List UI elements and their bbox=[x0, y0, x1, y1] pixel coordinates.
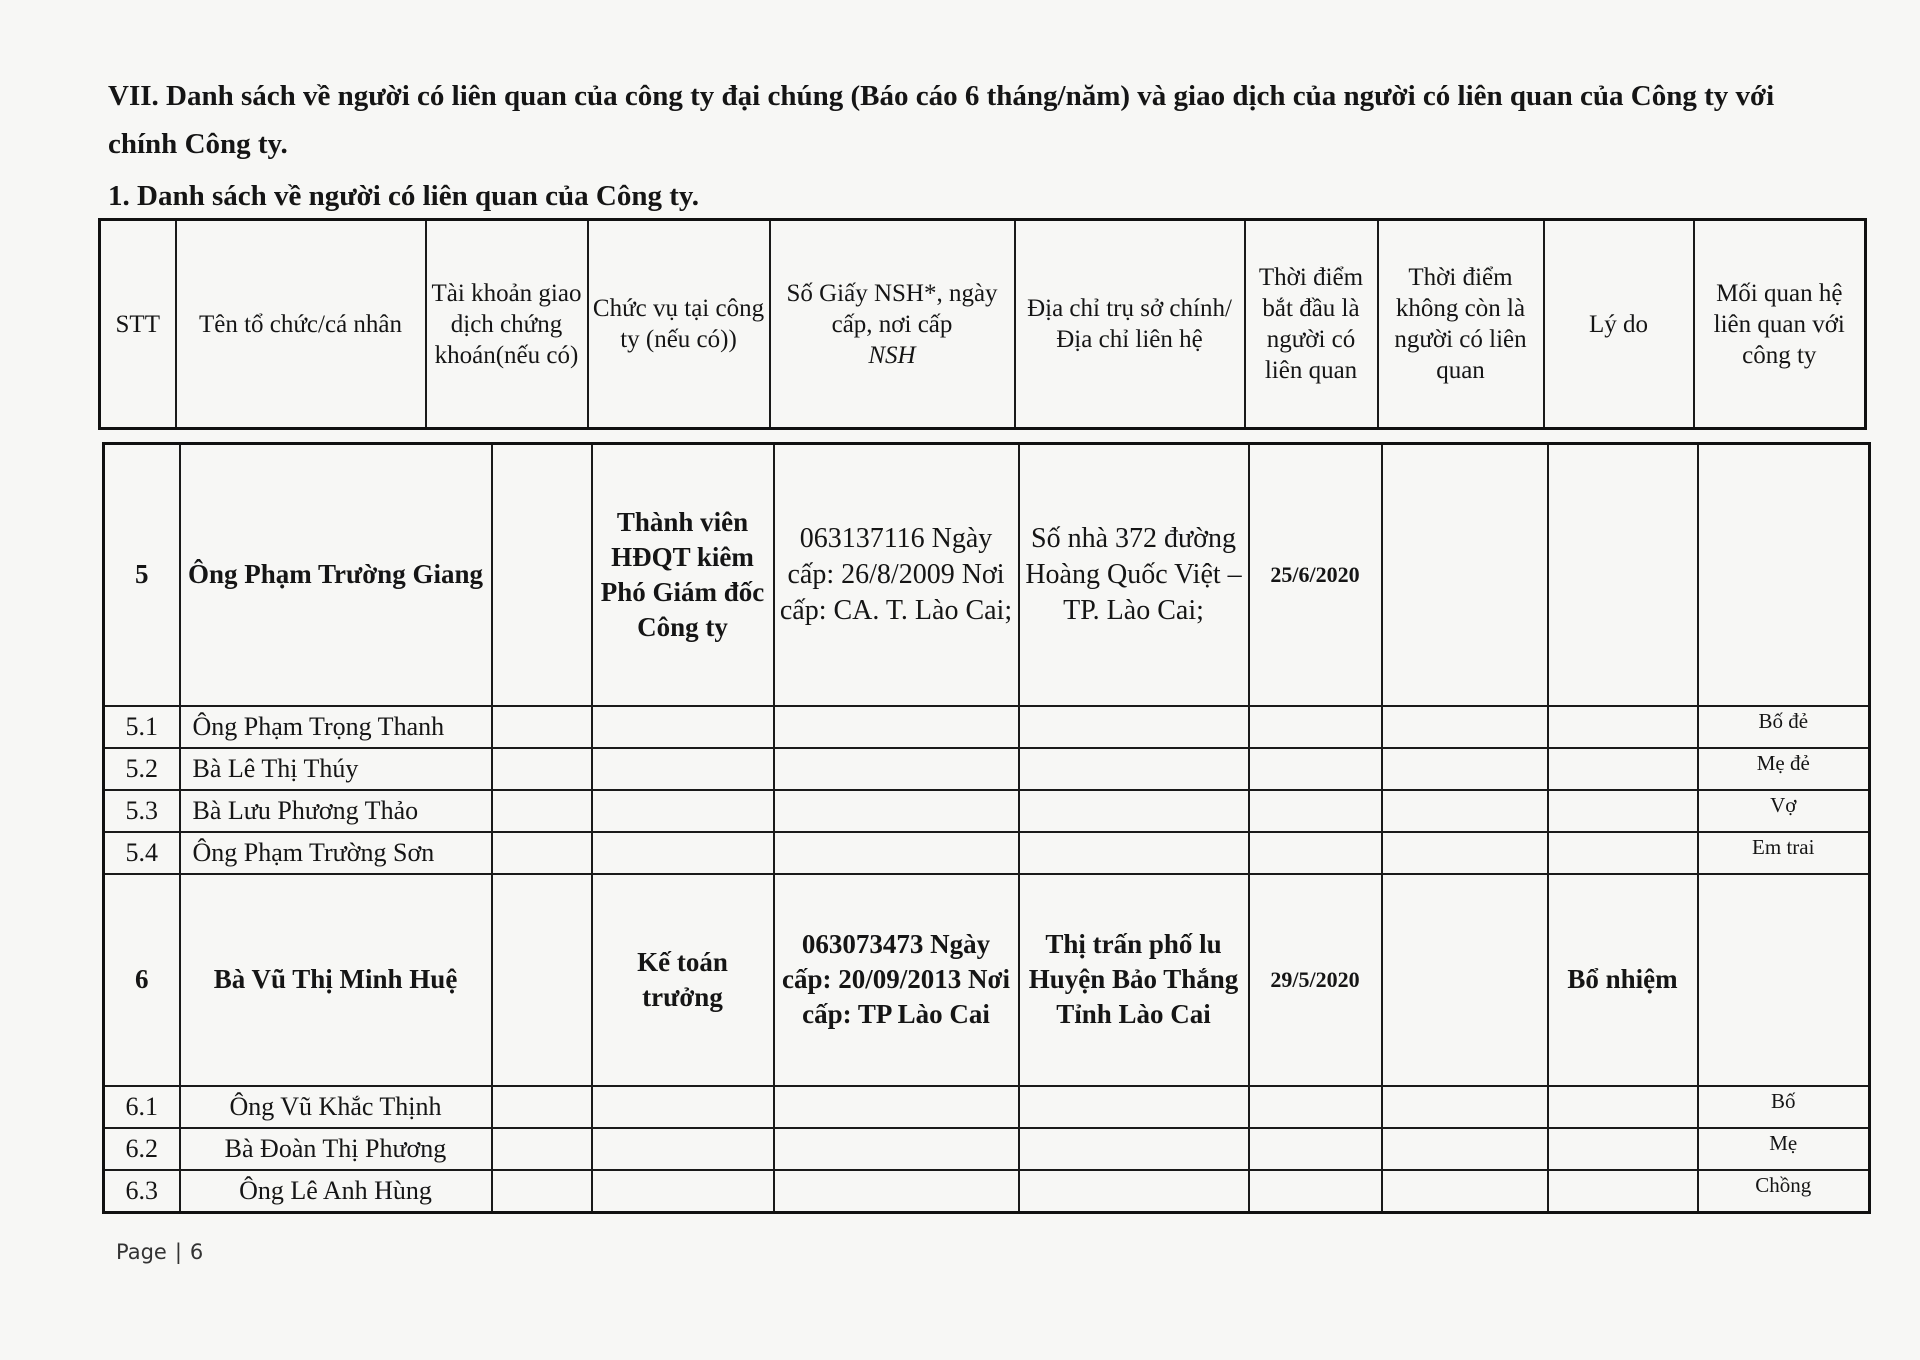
cell-relation: Mẹ bbox=[1698, 1128, 1870, 1170]
cell-empty bbox=[774, 790, 1019, 832]
cell-empty bbox=[492, 832, 592, 874]
cell-empty bbox=[774, 832, 1019, 874]
cell-empty bbox=[774, 748, 1019, 790]
cell-empty bbox=[774, 1170, 1019, 1213]
table-row bbox=[104, 1086, 1870, 1128]
cell-empty bbox=[1249, 1086, 1382, 1128]
cell-empty bbox=[1019, 748, 1249, 790]
cell-relation bbox=[1698, 444, 1870, 706]
cell-name: Ông Phạm Trường Sơn bbox=[180, 832, 492, 874]
cell-empty bbox=[1382, 748, 1548, 790]
cell-empty bbox=[1249, 1128, 1382, 1170]
cell-stt: 5.3 bbox=[104, 790, 180, 832]
cell-empty bbox=[592, 790, 774, 832]
cell-name: Bà Lê Thị Thúy bbox=[180, 748, 492, 790]
cell-empty bbox=[1019, 1128, 1249, 1170]
cell-empty bbox=[1548, 1128, 1698, 1170]
cell-empty bbox=[1548, 706, 1698, 748]
cell-empty bbox=[1249, 706, 1382, 748]
cell-empty bbox=[592, 706, 774, 748]
table-row bbox=[104, 748, 1870, 790]
cell-start: 29/5/2020 bbox=[1249, 874, 1382, 1086]
cell-empty bbox=[774, 1128, 1019, 1170]
table-body bbox=[102, 442, 1871, 1214]
cell-name: Bà Lưu Phương Thảo bbox=[180, 790, 492, 832]
col-header-end: Thời điểm không còn là người có liên quan bbox=[1378, 220, 1544, 429]
cell-stt: 6.3 bbox=[104, 1170, 180, 1213]
page-number: 6 bbox=[189, 1240, 204, 1264]
cell-address: Số nhà 372 đường Hoàng Quốc Việt – TP. Lào Cai; bbox=[1019, 444, 1249, 706]
cell-relation: Mẹ đẻ bbox=[1698, 748, 1870, 790]
cell-relation: Em trai bbox=[1698, 832, 1870, 874]
table-row bbox=[104, 832, 1870, 874]
cell-empty bbox=[1548, 1170, 1698, 1213]
cell-empty bbox=[492, 790, 592, 832]
page-label: Page bbox=[116, 1240, 167, 1264]
footer-separator: | bbox=[174, 1240, 182, 1264]
cell-empty bbox=[592, 748, 774, 790]
col-header-stt: STT bbox=[100, 220, 176, 429]
cell-stt: 6.1 bbox=[104, 1086, 180, 1128]
section-heading: VII. Danh sách về người có liên quan của công ty đại chúng (Báo cáo 6 tháng/năm) và giao dịch của người có liên quan của Công ty với chính Công ty. bbox=[108, 80, 1775, 160]
col-header-account: Tài khoản giao dịch chứng khoán(nếu có) bbox=[426, 220, 588, 429]
cell-address: Thị trấn phố lu Huyện Bảo Thắng Tỉnh Lào Cai bbox=[1019, 874, 1249, 1086]
col-header-reason: Lý do bbox=[1544, 220, 1694, 429]
cell-stt: 5 bbox=[104, 444, 180, 706]
col-header-nsh-italic: NSH bbox=[868, 341, 916, 369]
table-row bbox=[104, 1170, 1870, 1213]
cell-name: Ông Lê Anh Hùng bbox=[180, 1170, 492, 1213]
cell-stt: 6.2 bbox=[104, 1128, 180, 1170]
cell-nsh: 063073473 Ngày cấp: 20/09/2013 Nơi cấp: TP Lào Cai bbox=[774, 874, 1019, 1086]
cell-empty bbox=[492, 1128, 592, 1170]
table-row bbox=[104, 706, 1870, 748]
cell-nsh: 063137116 Ngày cấp: 26/8/2009 Nơi cấp: CA. T. Lào Cai; bbox=[774, 444, 1019, 706]
cell-name: Bà Vũ Thị Minh Huệ bbox=[180, 874, 492, 1086]
table-row bbox=[104, 790, 1870, 832]
cell-reason: Bổ nhiệm bbox=[1548, 874, 1698, 1086]
cell-empty bbox=[774, 1086, 1019, 1128]
table-row bbox=[104, 874, 1870, 1086]
cell-empty bbox=[1548, 1086, 1698, 1128]
cell-empty bbox=[1019, 1086, 1249, 1128]
col-header-name: Tên tổ chức/cá nhân bbox=[176, 220, 426, 429]
cell-stt: 5.4 bbox=[104, 832, 180, 874]
table-header bbox=[98, 218, 1867, 430]
table-row bbox=[104, 444, 1870, 706]
cell-name: Ông Vũ Khắc Thịnh bbox=[180, 1086, 492, 1128]
cell-name: Bà Đoàn Thị Phương bbox=[180, 1128, 492, 1170]
cell-empty bbox=[492, 706, 592, 748]
cell-position: Thành viên HĐQT kiêm Phó Giám đốc Công ty bbox=[592, 444, 774, 706]
cell-empty bbox=[1249, 790, 1382, 832]
cell-empty bbox=[1382, 706, 1548, 748]
cell-relation: Vợ bbox=[1698, 790, 1870, 832]
subsection-heading: 1. Danh sách về người có liên quan của Công ty. bbox=[108, 180, 700, 212]
cell-reason bbox=[1548, 444, 1698, 706]
cell-stt: 5.1 bbox=[104, 706, 180, 748]
col-header-nsh-text: Số Giấy NSH*, ngày cấp, nơi cấp bbox=[786, 279, 998, 338]
cell-empty bbox=[774, 706, 1019, 748]
cell-empty bbox=[492, 1170, 592, 1213]
cell-empty bbox=[1382, 790, 1548, 832]
cell-empty bbox=[592, 1128, 774, 1170]
cell-relation bbox=[1698, 874, 1870, 1086]
cell-empty bbox=[1019, 1170, 1249, 1213]
page-footer bbox=[116, 1240, 203, 1264]
cell-empty bbox=[1249, 748, 1382, 790]
cell-position: Kế toán trưởng bbox=[592, 874, 774, 1086]
table-row bbox=[104, 1128, 1870, 1170]
cell-stt: 5.2 bbox=[104, 748, 180, 790]
cell-empty bbox=[1382, 832, 1548, 874]
cell-empty bbox=[1548, 790, 1698, 832]
cell-empty bbox=[1382, 1086, 1548, 1128]
cell-name: Ông Phạm Trọng Thanh bbox=[180, 706, 492, 748]
cell-relation: Chồng bbox=[1698, 1170, 1870, 1213]
cell-relation: Bố bbox=[1698, 1086, 1870, 1128]
col-header-position: Chức vụ tại công ty (nếu có)) bbox=[588, 220, 770, 429]
cell-name: Ông Phạm Trường Giang bbox=[180, 444, 492, 706]
cell-empty bbox=[492, 748, 592, 790]
cell-stt: 6 bbox=[104, 874, 180, 1086]
cell-empty bbox=[592, 1086, 774, 1128]
cell-empty bbox=[1382, 1170, 1548, 1213]
cell-account bbox=[492, 874, 592, 1086]
cell-empty bbox=[1382, 1128, 1548, 1170]
cell-empty bbox=[492, 1086, 592, 1128]
col-header-nsh bbox=[770, 220, 1015, 429]
cell-empty bbox=[592, 1170, 774, 1213]
cell-empty bbox=[1249, 1170, 1382, 1213]
col-header-relation: Mối quan hệ liên quan với công ty bbox=[1694, 220, 1866, 429]
col-header-address: Địa chỉ trụ sở chính/ Địa chỉ liên hệ bbox=[1015, 220, 1245, 429]
cell-empty bbox=[1019, 832, 1249, 874]
cell-empty bbox=[592, 832, 774, 874]
cell-empty bbox=[1019, 790, 1249, 832]
cell-empty bbox=[1548, 832, 1698, 874]
cell-relation: Bố đẻ bbox=[1698, 706, 1870, 748]
cell-end bbox=[1382, 874, 1548, 1086]
cell-empty bbox=[1019, 706, 1249, 748]
cell-account bbox=[492, 444, 592, 706]
cell-start: 25/6/2020 bbox=[1249, 444, 1382, 706]
cell-empty bbox=[1548, 748, 1698, 790]
cell-end bbox=[1382, 444, 1548, 706]
cell-empty bbox=[1249, 832, 1382, 874]
col-header-start: Thời điểm bắt đầu là người có liên quan bbox=[1245, 220, 1378, 429]
